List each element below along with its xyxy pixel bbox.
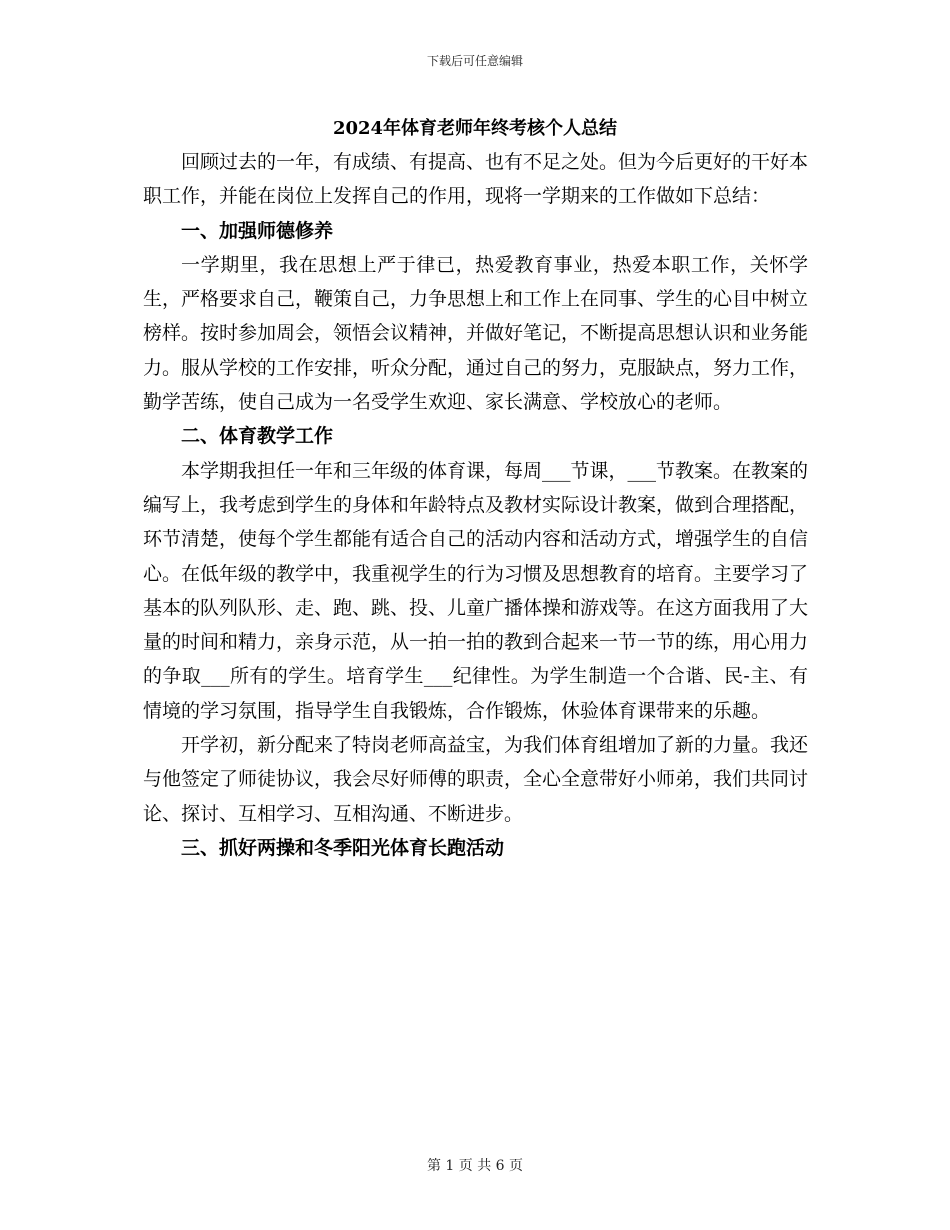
section-heading-1: 一、加强师德修养 xyxy=(181,219,334,242)
section-2-paragraph-1: 本学期我担任一年和三年级的体育课，每周___节课，___节教案。在教案的编写上，我考虑到学生的身体和年龄特点及教材实际设计教案，做到合理搭配，环节清楚，使每个学生都能有适合自己的活动内容和活动方式，增强学生的自信心。在低年级的教学中，我重视学生的行为习惯及思想教育的培育。主要学习了基本的队列队形、走、跑、跳、投、儿童广播体操和游戏等。在这方面我用了大量的时间和精力，亲身示范，从一拍一拍的教到合起来一节一节的练，用心用力的争取___所有的学生。培育学生___纪律性。为学生制造一个合谐、民-主、有情境的学习氛围，指导学生自我锻炼，合作锻炼，休验体育课带来的乐趣。 xyxy=(143,459,809,722)
section-heading-2: 二、体育教学工作 xyxy=(181,425,334,448)
intro-paragraph: 回顾过去的一年，有成绩、有提高、也有不足之处。但为今后更好的干好本职工作，并能在岗位上发挥自己的作用，现将一学期来的工作做如下总结： xyxy=(143,151,809,208)
page-number-footer: 第 1 页 共 6 页 xyxy=(426,1158,524,1174)
section-heading-3: 三、抓好两操和冬季阳光体育长跑活动 xyxy=(181,836,505,859)
document-title: 2024年体育老师年终考核个人总结 xyxy=(332,118,618,139)
section-1-paragraph: 一学期里，我在思想上严于律已，热爱教育事业，热爱本职工作，关怀学生，严格要求自己，鞭策自己，力争思想上和工作上在同事、学生的心目中树立榜样。按时参加周会，领悟会议精神，并做好笔记，不断提高思想认识和业务能力。服从学校的工作安排，听众分配，通过自己的努力，克服缺点，努力工作，勤学苦练，使自己成为一名受学生欢迎、家长满意、学校放心的老师。 xyxy=(143,253,809,414)
document-body xyxy=(143,145,808,865)
section-2-paragraph-2: 开学初，新分配来了特岗老师高益宝，为我们体育组增加了新的力量。我还与他签定了师徒协议，我会尽好师傅的职责，全心全意带好小师弟，我们共同讨论、探讨、互相学习、互相沟通、不断进步。 xyxy=(143,734,809,825)
page-header-note: 下载后可任意编辑 xyxy=(426,54,523,68)
